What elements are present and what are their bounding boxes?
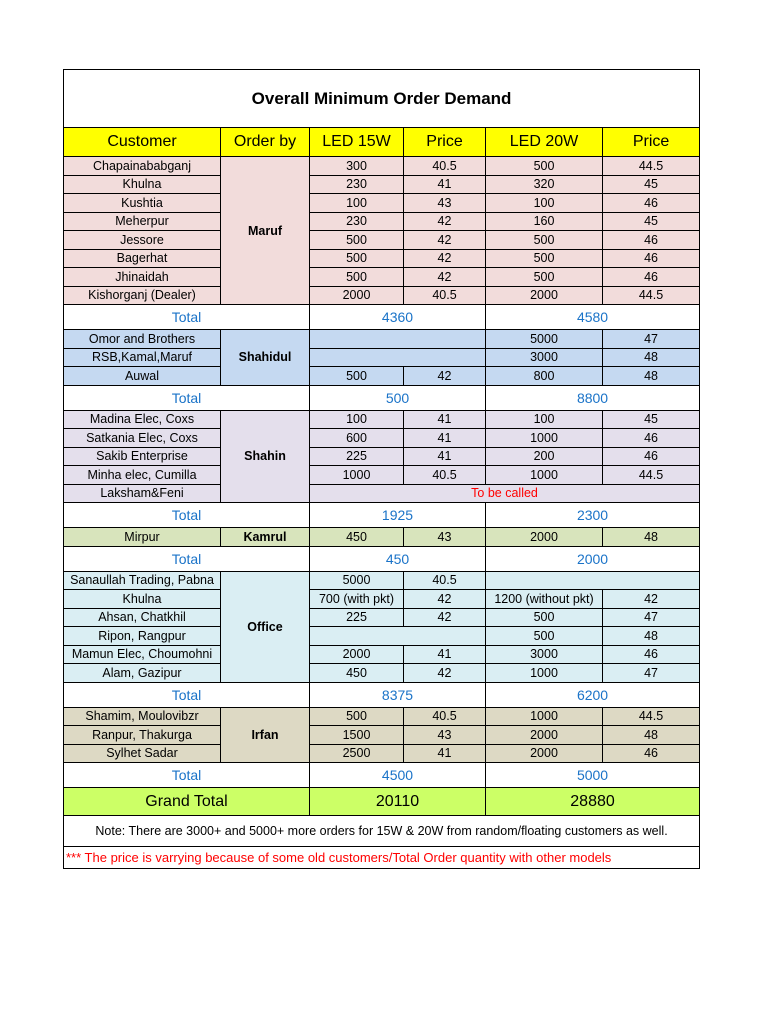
total-15w: 4500 (310, 763, 486, 788)
price-15w-cell: 42 (404, 231, 486, 250)
qty-20w-cell: 100 (486, 194, 603, 213)
header-price-20w: Price (603, 128, 700, 157)
table-row (64, 726, 700, 745)
price-20w-cell: 47 (603, 330, 700, 349)
total-20w: 2000 (486, 546, 700, 571)
table-row (64, 249, 700, 268)
price-15w-cell: 40.5 (404, 286, 486, 305)
price-15w-cell: 41 (404, 175, 486, 194)
qty-20w-cell: 5000 (486, 330, 603, 349)
qty-20w-cell: 1200 (without pkt) (486, 590, 603, 609)
qty-15w-cell: 100 (310, 410, 404, 429)
customer-cell: Mirpur (64, 528, 221, 547)
price-20w-cell: 45 (603, 212, 700, 231)
price-20w-cell: 46 (603, 268, 700, 287)
customer-cell: Omor and Brothers (64, 330, 221, 349)
order-demand-table (63, 69, 700, 869)
qty-20w-cell: 3000 (486, 348, 603, 367)
total-20w: 5000 (486, 763, 700, 788)
price-15w-cell: 41 (404, 447, 486, 466)
price-20w-cell: 46 (603, 194, 700, 213)
header-row (64, 128, 700, 157)
total-20w: 2300 (486, 503, 700, 528)
table-row (64, 744, 700, 763)
order-by-cell: Irfan (221, 707, 310, 763)
customer-cell: Chapainababganj (64, 157, 221, 176)
price-15w-cell: 43 (404, 528, 486, 547)
price-20w-cell: 42 (603, 590, 700, 609)
total-row (64, 682, 700, 707)
price-20w-cell: 46 (603, 429, 700, 448)
customer-cell: Khulna (64, 590, 221, 609)
order-by-cell: Office (221, 571, 310, 682)
qty-20w-cell: 100 (486, 410, 603, 429)
price-15w-cell (404, 330, 486, 349)
qty-20w-cell (486, 571, 603, 590)
qty-15w-cell: 1000 (310, 466, 404, 485)
price-15w-cell (404, 348, 486, 367)
total-20w: 8800 (486, 385, 700, 410)
customer-cell: Jessore (64, 231, 221, 250)
qty-20w-cell: 500 (486, 268, 603, 287)
price-15w-cell: 42 (404, 608, 486, 627)
price-20w-cell: 48 (603, 348, 700, 367)
total-label: Total (64, 763, 310, 788)
qty-15w-cell: 450 (310, 528, 404, 547)
qty-20w-cell: 2000 (486, 726, 603, 745)
table-row (64, 466, 700, 485)
table-row (64, 645, 700, 664)
order-by-cell: Shahidul (221, 330, 310, 386)
table-row (64, 231, 700, 250)
customer-cell: Sakib Enterprise (64, 447, 221, 466)
header-price-15w: Price (404, 128, 486, 157)
price-15w-cell: 40.5 (404, 157, 486, 176)
price-warning: *** The price is varrying because of some old customers/Total Order quantity with other models (64, 847, 700, 869)
price-20w-cell: 44.5 (603, 707, 700, 726)
customer-cell: Sanaullah Trading, Pabna (64, 571, 221, 590)
price-20w-cell: 47 (603, 608, 700, 627)
customer-cell: Shamim, Moulovibzr (64, 707, 221, 726)
price-15w-cell: 41 (404, 645, 486, 664)
customer-cell: Sylhet Sadar (64, 744, 221, 763)
table-row (64, 194, 700, 213)
total-20w: 6200 (486, 682, 700, 707)
customer-cell: Ripon, Rangpur (64, 627, 221, 646)
price-20w-cell: 46 (603, 249, 700, 268)
total-label: Total (64, 305, 310, 330)
order-by-cell: Kamrul (221, 528, 310, 547)
price-20w-cell: 48 (603, 627, 700, 646)
qty-15w-cell: 600 (310, 429, 404, 448)
qty-15w-cell: 300 (310, 157, 404, 176)
price-20w-cell: 46 (603, 231, 700, 250)
total-row (64, 763, 700, 788)
sheet-title: Overall Minimum Order Demand (64, 70, 700, 128)
qty-20w-cell: 500 (486, 627, 603, 646)
qty-15w-cell (310, 330, 404, 349)
price-15w-cell: 42 (404, 590, 486, 609)
note-text: Note: There are 3000+ and 5000+ more orders for 15W & 20W from random/floating customers as well. (64, 816, 700, 847)
table-row (64, 707, 700, 726)
price-20w-cell: 48 (603, 528, 700, 547)
table-row (64, 286, 700, 305)
qty-15w-cell: 2500 (310, 744, 404, 763)
qty-20w-cell: 500 (486, 231, 603, 250)
customer-cell: Ahsan, Chatkhil (64, 608, 221, 627)
price-15w-cell: 40.5 (404, 466, 486, 485)
total-15w: 4360 (310, 305, 486, 330)
table-row (64, 571, 700, 590)
price-15w-cell: 42 (404, 249, 486, 268)
price-20w-cell: 46 (603, 447, 700, 466)
customer-cell: Jhinaidah (64, 268, 221, 287)
table-row (64, 627, 700, 646)
to-be-called-note: To be called (310, 484, 700, 503)
qty-20w-cell: 800 (486, 367, 603, 386)
price-20w-cell (603, 571, 700, 590)
qty-15w-cell: 2000 (310, 286, 404, 305)
qty-15w-cell: 500 (310, 268, 404, 287)
order-by-cell: Shahin (221, 410, 310, 503)
qty-15w-cell: 230 (310, 212, 404, 231)
qty-20w-cell: 2000 (486, 286, 603, 305)
table-row (64, 212, 700, 231)
price-20w-cell: 46 (603, 744, 700, 763)
table-row (64, 410, 700, 429)
customer-cell: Laksham&Feni (64, 484, 221, 503)
grand-total-row (64, 788, 700, 816)
customer-cell: Alam, Gazipur (64, 664, 221, 683)
price-15w-cell (404, 627, 486, 646)
price-20w-cell: 48 (603, 367, 700, 386)
table-row (64, 447, 700, 466)
customer-cell: Ranpur, Thakurga (64, 726, 221, 745)
total-label: Total (64, 503, 310, 528)
qty-20w-cell: 3000 (486, 645, 603, 664)
table-row (64, 484, 700, 503)
total-15w: 8375 (310, 682, 486, 707)
table-row (64, 429, 700, 448)
table-row (64, 608, 700, 627)
header-led-15w: LED 15W (310, 128, 404, 157)
qty-15w-cell: 225 (310, 608, 404, 627)
header-led-20w: LED 20W (486, 128, 603, 157)
qty-20w-cell: 500 (486, 608, 603, 627)
qty-15w-cell: 500 (310, 231, 404, 250)
qty-15w-cell (310, 627, 404, 646)
price-20w-cell: 45 (603, 175, 700, 194)
price-15w-cell: 41 (404, 429, 486, 448)
price-20w-cell: 48 (603, 726, 700, 745)
qty-15w-cell (310, 348, 404, 367)
order-by-cell: Maruf (221, 157, 310, 305)
qty-15w-cell: 2000 (310, 645, 404, 664)
customer-cell: Auwal (64, 367, 221, 386)
qty-20w-cell: 1000 (486, 664, 603, 683)
total-row (64, 305, 700, 330)
total-15w: 1925 (310, 503, 486, 528)
customer-cell: Bagerhat (64, 249, 221, 268)
grand-total-label: Grand Total (64, 788, 310, 816)
total-15w: 500 (310, 385, 486, 410)
table-row (64, 348, 700, 367)
price-20w-cell: 44.5 (603, 286, 700, 305)
header-order-by: Order by (221, 128, 310, 157)
price-15w-cell: 42 (404, 367, 486, 386)
table-row (64, 590, 700, 609)
qty-15w-cell: 100 (310, 194, 404, 213)
grand-total-15w: 20110 (310, 788, 486, 816)
qty-20w-cell: 1000 (486, 466, 603, 485)
price-15w-cell: 43 (404, 726, 486, 745)
table-row (64, 528, 700, 547)
qty-20w-cell: 2000 (486, 528, 603, 547)
customer-cell: Kushtia (64, 194, 221, 213)
table-row (64, 664, 700, 683)
price-20w-cell: 46 (603, 645, 700, 664)
price-20w-cell: 45 (603, 410, 700, 429)
table-row (64, 330, 700, 349)
customer-cell: Mamun Elec, Choumohni (64, 645, 221, 664)
total-label: Total (64, 682, 310, 707)
qty-20w-cell: 2000 (486, 744, 603, 763)
qty-15w-cell: 700 (with pkt) (310, 590, 404, 609)
total-label: Total (64, 385, 310, 410)
customer-cell: RSB,Kamal,Maruf (64, 348, 221, 367)
price-15w-cell: 40.5 (404, 571, 486, 590)
qty-20w-cell: 500 (486, 157, 603, 176)
price-15w-cell: 41 (404, 410, 486, 429)
table-row (64, 367, 700, 386)
total-row (64, 385, 700, 410)
total-20w: 4580 (486, 305, 700, 330)
price-20w-cell: 44.5 (603, 157, 700, 176)
total-label: Total (64, 546, 310, 571)
qty-15w-cell: 230 (310, 175, 404, 194)
qty-20w-cell: 320 (486, 175, 603, 194)
price-20w-cell: 44.5 (603, 466, 700, 485)
qty-20w-cell: 1000 (486, 429, 603, 448)
total-row (64, 546, 700, 571)
table-row (64, 268, 700, 287)
customer-cell: Madina Elec, Coxs (64, 410, 221, 429)
price-15w-cell: 42 (404, 212, 486, 231)
price-15w-cell: 41 (404, 744, 486, 763)
customer-cell: Kishorganj (Dealer) (64, 286, 221, 305)
qty-20w-cell: 1000 (486, 707, 603, 726)
price-15w-cell: 42 (404, 664, 486, 683)
qty-15w-cell: 500 (310, 249, 404, 268)
total-row (64, 503, 700, 528)
grand-total-20w: 28880 (486, 788, 700, 816)
customer-cell: Khulna (64, 175, 221, 194)
qty-15w-cell: 500 (310, 367, 404, 386)
price-20w-cell: 47 (603, 664, 700, 683)
customer-cell: Meherpur (64, 212, 221, 231)
price-15w-cell: 43 (404, 194, 486, 213)
qty-20w-cell: 160 (486, 212, 603, 231)
qty-15w-cell: 450 (310, 664, 404, 683)
order-demand-sheet (63, 69, 699, 869)
price-15w-cell: 42 (404, 268, 486, 287)
table-row (64, 175, 700, 194)
header-customer: Customer (64, 128, 221, 157)
qty-15w-cell: 5000 (310, 571, 404, 590)
qty-15w-cell: 225 (310, 447, 404, 466)
customer-cell: Minha elec, Cumilla (64, 466, 221, 485)
qty-20w-cell: 500 (486, 249, 603, 268)
total-15w: 450 (310, 546, 486, 571)
qty-15w-cell: 500 (310, 707, 404, 726)
price-15w-cell: 40.5 (404, 707, 486, 726)
customer-cell: Satkania Elec, Coxs (64, 429, 221, 448)
qty-20w-cell: 200 (486, 447, 603, 466)
table-row (64, 157, 700, 176)
qty-15w-cell: 1500 (310, 726, 404, 745)
